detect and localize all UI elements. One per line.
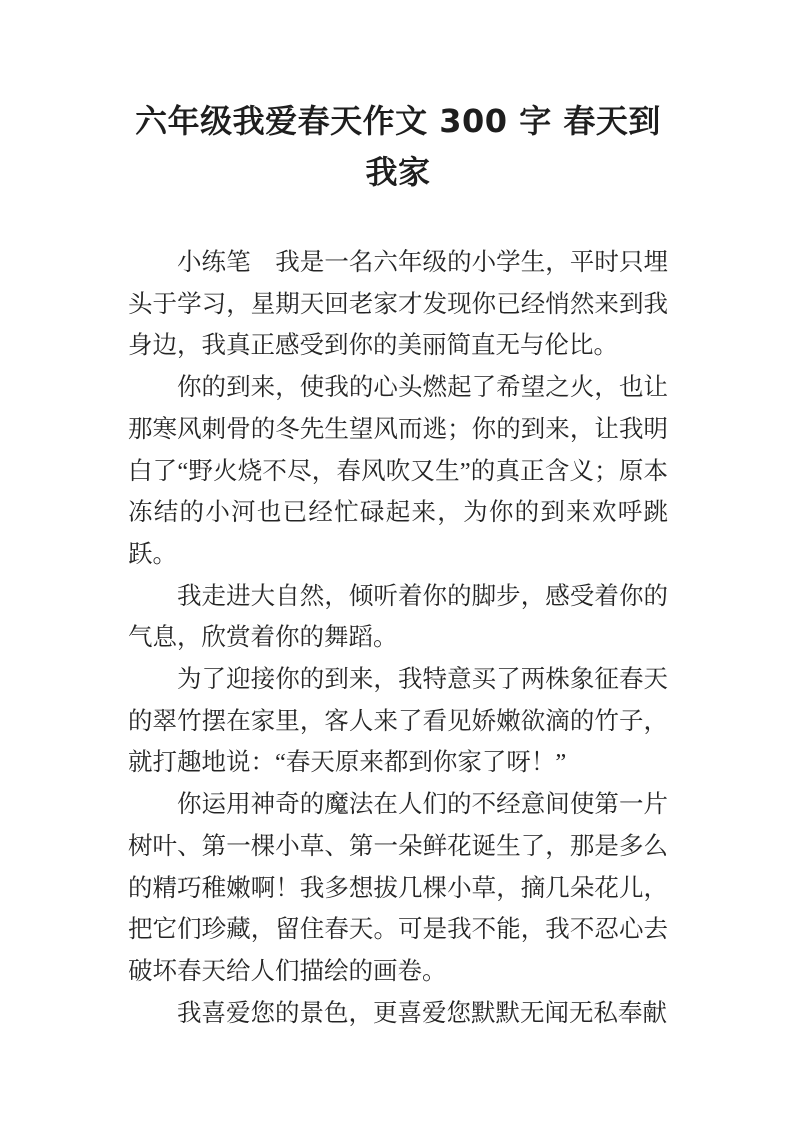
document-title: 六年级我爱春天作文 300 字 春天到我家: [135, 102, 661, 191]
essay-paragraph: 你运用神奇的魔法在人们的不经意间使第一片树叶、第一棵小草、第一朵鲜花诞生了，那是多么的精巧稚嫩啊！我多想拔几棵小草，摘几朵花儿，把它们珍藏，留住春天。可是我不能，我不忍心去破坏春天给人们描绘的画卷。: [128, 791, 668, 985]
essay-paragraph: 小练笔 我是一名六年级的小学生，平时只埋头于学习，星期天回老家才发现你已经悄然来到我身边，我真正感受到你的美丽简直无与伦比。: [128, 249, 668, 360]
essay-paragraph: 为了迎接你的到来，我特意买了两株象征春天的翠竹摆在家里，客人来了看见娇嫩欲滴的竹子，就打趣地说：“春天原来都到你家了呀！”: [128, 666, 668, 777]
essay-paragraph: 我喜爱您的景色，更喜爱您默默无闻无私奉献: [177, 999, 667, 1027]
essay-paragraph: 我走进大自然，倾听着你的脚步，感受着你的气息，欣赏着你的舞蹈。: [128, 582, 668, 652]
essay-body: [128, 242, 668, 1034]
essay-paragraph: 你的到来，使我的心头燃起了希望之火，也让那寒风刺骨的冬先生望风而逃；你的到来，让我明白了“野火烧不尽，春风吹又生”的真正含义；原本冻结的小河也已经忙碌起来，为你的到来欢呼跳跃。: [128, 374, 668, 568]
document-content: [128, 0, 668, 1034]
